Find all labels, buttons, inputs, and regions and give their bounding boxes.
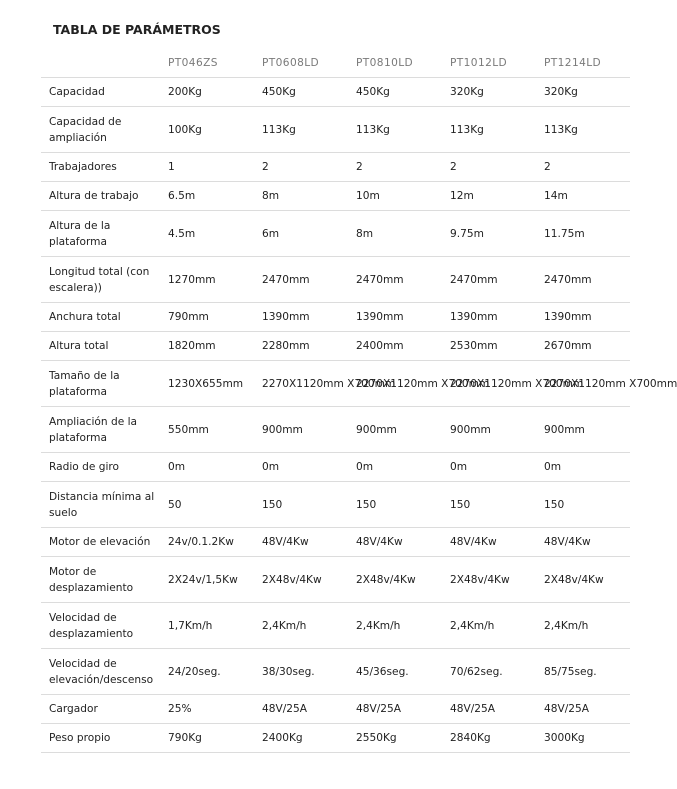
table-cell: 6.5m	[160, 182, 254, 211]
table-cell: 2270X1120mm X700mm	[536, 361, 630, 407]
table-cell: 2470mm	[536, 257, 630, 303]
table-row	[41, 182, 630, 211]
table-cell: 1390mm	[536, 303, 630, 332]
row-label: Capacidad	[41, 78, 160, 107]
table-cell: 320Kg	[536, 78, 630, 107]
table-cell: 0m	[254, 453, 348, 482]
table-cell: 1390mm	[254, 303, 348, 332]
table-cell: 1270mm	[160, 257, 254, 303]
row-label: Peso propio	[41, 724, 160, 753]
row-label: Altura de la plataforma	[41, 211, 160, 257]
table-cell: 2670mm	[536, 332, 630, 361]
table-cell: 2550Kg	[348, 724, 442, 753]
table-row	[41, 407, 630, 453]
table-cell: 1,7Km/h	[160, 603, 254, 649]
table-cell: 48V/25A	[348, 695, 442, 724]
header-cell-model: PT0608LD	[254, 49, 348, 78]
parameters-table	[41, 49, 677, 753]
table-cell: 450Kg	[348, 78, 442, 107]
table-row	[41, 603, 630, 649]
table-cell: 2470mm	[254, 257, 348, 303]
table-cell: 25%	[160, 695, 254, 724]
table-cell: 2,4Km/h	[442, 603, 536, 649]
table-cell: 2840Kg	[442, 724, 536, 753]
table-cell: 9.75m	[442, 211, 536, 257]
table-cell: 900mm	[348, 407, 442, 453]
table-header-row	[41, 49, 630, 78]
table-cell: 2530mm	[442, 332, 536, 361]
table-cell: 70/62seg.	[442, 649, 536, 695]
table-cell: 113Kg	[442, 107, 536, 153]
table-row	[41, 453, 630, 482]
table-cell: 150	[348, 482, 442, 528]
table-cell: 320Kg	[442, 78, 536, 107]
table-cell: 2,4Km/h	[348, 603, 442, 649]
row-label: Ampliación de la plataforma	[41, 407, 160, 453]
table-row	[41, 557, 630, 603]
row-label: Tamaño de la plataforma	[41, 361, 160, 407]
table-cell: 2	[442, 153, 536, 182]
header-cell-model: PT1214LD	[536, 49, 630, 78]
row-label: Anchura total	[41, 303, 160, 332]
table-cell: 2	[536, 153, 630, 182]
table-cell: 1820mm	[160, 332, 254, 361]
table-cell: 2X24v/1,5Kw	[160, 557, 254, 603]
table-cell: 48V/4Kw	[536, 528, 630, 557]
table-row	[41, 332, 630, 361]
table-cell: 3000Kg	[536, 724, 630, 753]
row-label: Longitud total (con escalera))	[41, 257, 160, 303]
table-row	[41, 153, 630, 182]
table-row	[41, 695, 630, 724]
table-row	[41, 482, 630, 528]
table-cell: 900mm	[442, 407, 536, 453]
table-cell: 2400mm	[348, 332, 442, 361]
table-cell: 1390mm	[442, 303, 536, 332]
table-cell: 11.75m	[536, 211, 630, 257]
table-cell: 2	[254, 153, 348, 182]
header-cell-model: PT046ZS	[160, 49, 254, 78]
table-cell: 8m	[348, 211, 442, 257]
table-row	[41, 361, 630, 407]
table-cell: 1	[160, 153, 254, 182]
header-cell-model: PT1012LD	[442, 49, 536, 78]
table-cell: 0m	[348, 453, 442, 482]
row-label: Velocidad de desplazamiento	[41, 603, 160, 649]
table-cell: 0m	[442, 453, 536, 482]
row-label: Distancia mínima al suelo	[41, 482, 160, 528]
table-cell: 38/30seg.	[254, 649, 348, 695]
table-cell: 85/75seg.	[536, 649, 630, 695]
row-label: Altura de trabajo	[41, 182, 160, 211]
table-cell: 8m	[254, 182, 348, 211]
table-row	[41, 107, 630, 153]
table-row	[41, 724, 630, 753]
table-cell: 6m	[254, 211, 348, 257]
table-cell: 24v/0.1.2Kw	[160, 528, 254, 557]
table-cell: 790Kg	[160, 724, 254, 753]
table-cell: 450Kg	[254, 78, 348, 107]
table-row	[41, 257, 630, 303]
table-cell: 2470mm	[442, 257, 536, 303]
row-label: Radio de giro	[41, 453, 160, 482]
table-cell: 2X48v/4Kw	[536, 557, 630, 603]
table-cell: 45/36seg.	[348, 649, 442, 695]
table-cell: 48V/4Kw	[254, 528, 348, 557]
row-label: Trabajadores	[41, 153, 160, 182]
table-cell: 0m	[160, 453, 254, 482]
table-cell: 900mm	[254, 407, 348, 453]
table-cell: 113Kg	[536, 107, 630, 153]
table-cell: 2280mm	[254, 332, 348, 361]
table-row	[41, 303, 630, 332]
table-cell: 48V/4Kw	[348, 528, 442, 557]
table-row	[41, 78, 630, 107]
table-cell: 550mm	[160, 407, 254, 453]
table-cell: 12m	[442, 182, 536, 211]
table-cell: 2X48v/4Kw	[254, 557, 348, 603]
row-label: Velocidad de elevación/descenso	[41, 649, 160, 695]
table-cell: 2270X1120mm X700mm	[442, 361, 536, 407]
table-cell: 150	[254, 482, 348, 528]
table-cell: 48V/25A	[442, 695, 536, 724]
table-cell: 2400Kg	[254, 724, 348, 753]
parameters-table-container[interactable]	[41, 49, 677, 753]
table-cell: 24/20seg.	[160, 649, 254, 695]
table-cell: 2270X1120mm X700mm	[348, 361, 442, 407]
row-label: Capacidad de ampliación	[41, 107, 160, 153]
table-cell: 150	[536, 482, 630, 528]
row-label: Motor de desplazamiento	[41, 557, 160, 603]
table-cell: 48V/25A	[536, 695, 630, 724]
table-cell: 1230X655mm	[160, 361, 254, 407]
table-cell: 14m	[536, 182, 630, 211]
row-label: Altura total	[41, 332, 160, 361]
row-label: Motor de elevación	[41, 528, 160, 557]
row-label: Cargador	[41, 695, 160, 724]
table-cell: 50	[160, 482, 254, 528]
table-cell: 48V/25A	[254, 695, 348, 724]
table-title: TABLA DE PARÁMETROS	[53, 22, 221, 37]
table-row	[41, 528, 630, 557]
table-cell: 100Kg	[160, 107, 254, 153]
table-cell: 2,4Km/h	[536, 603, 630, 649]
table-cell: 113Kg	[254, 107, 348, 153]
table-row	[41, 649, 630, 695]
table-cell: 790mm	[160, 303, 254, 332]
table-cell: 4.5m	[160, 211, 254, 257]
table-cell: 1390mm	[348, 303, 442, 332]
table-row	[41, 211, 630, 257]
table-cell: 150	[442, 482, 536, 528]
table-cell: 2270X1120mm X700mm	[254, 361, 348, 407]
table-cell: 200Kg	[160, 78, 254, 107]
table-cell: 2470mm	[348, 257, 442, 303]
table-cell: 2	[348, 153, 442, 182]
table-cell: 48V/4Kw	[442, 528, 536, 557]
table-cell: 0m	[536, 453, 630, 482]
header-cell-model: PT0810LD	[348, 49, 442, 78]
table-cell: 2X48v/4Kw	[348, 557, 442, 603]
table-cell: 113Kg	[348, 107, 442, 153]
table-cell: 2,4Km/h	[254, 603, 348, 649]
table-cell: 10m	[348, 182, 442, 211]
table-cell: 2X48v/4Kw	[442, 557, 536, 603]
table-cell: 900mm	[536, 407, 630, 453]
header-cell-empty	[41, 49, 160, 78]
